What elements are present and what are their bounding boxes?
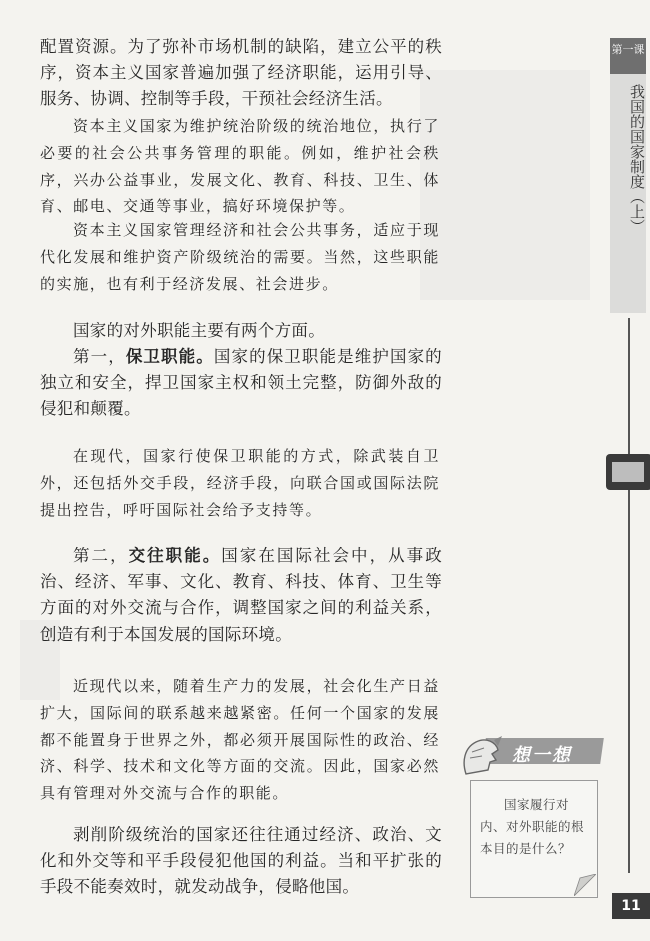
paragraph-5	[40, 344, 442, 423]
paragraph-6: 在现代，国家行使保卫职能的方式，除武装自卫外，还包括外交手段，经济手段，向联合国或国际法院提出控告，呼吁国际社会给予支持等。	[40, 447, 440, 519]
paragraph-1: 配置资源。为了弥补市场机制的缺陷，建立公平的秩序，资本主义国家普遍加强了经济职能，运用引导、服务、协调、控制等手段，干预社会经济生活。	[40, 37, 442, 109]
page-number: 11	[612, 893, 650, 919]
sidebar-thumbnail-image	[606, 454, 650, 490]
page-fold-icon	[574, 874, 596, 896]
lesson-tab	[610, 38, 646, 313]
sidebar	[602, 28, 650, 908]
paragraph-9: 剥削阶级统治的国家还往往通过经济、政治、文化和外交等和平手段侵犯他国的利益。当和平扩张的手段不能奏效时，就发动战争，侵略他国。	[40, 825, 442, 897]
paragraph-8: 近现代以来，随着生产力的发展，社会化生产日益扩大，国际间的联系越来越紧密。任何一个国家的发展都不能置身于世界之外，都必须开展国际性的政治、经济、科学、技术和文化等方面的交流。因此，国家必然具有管理对外交流与合作的职能。	[40, 677, 440, 803]
paragraph-4: 国家的对外职能主要有两个方面。	[73, 321, 325, 340]
heading-defense-function: 保卫职能。	[125, 347, 214, 366]
paragraph-5-text: 国家的保卫职能是维护国家的独立和安全，捍卫国家主权和领土完整，防御外敌的侵犯和颠覆。	[40, 347, 442, 419]
paragraph-5-lead: 第一，	[73, 347, 126, 366]
paragraph-7-lead: 第二，	[73, 546, 129, 565]
lesson-label: 第一课	[610, 38, 646, 74]
think-title: 想一想	[512, 745, 572, 766]
thinker-icon	[458, 734, 506, 778]
background-watermark	[420, 70, 590, 300]
paragraph-3: 资本主义国家管理经济和社会公共事务，适应于现代化发展和维护资产阶级统治的需要。当然，这些职能的实施，也有利于经济发展、社会进步。	[40, 221, 440, 293]
paragraph-7	[40, 543, 442, 648]
think-question: 国家履行对内、对外职能的根本目的是什么？	[480, 797, 585, 856]
heading-exchange-function: 交往职能。	[128, 546, 222, 565]
paragraph-2: 资本主义国家为维护统治阶级的统治地位，执行了必要的社会公共事务管理的职能。例如，维护社会秩序，兴办公益事业，发展文化、教育、科技、卫生、体育、邮电、交通等事业，搞好环境保护等。	[40, 117, 440, 216]
chapter-title: 我国的国家制度（上）	[628, 84, 646, 234]
sidebar-rule	[628, 318, 630, 873]
think-box	[466, 738, 599, 902]
paragraph-7-text: 国家在国际社会中，从事政治、经济、军事、文化、教育、科技、体育、卫生等方面的对外交流与合作，调整国家之间的利益关系，创造有利于本国发展的国际环境。	[40, 546, 442, 644]
